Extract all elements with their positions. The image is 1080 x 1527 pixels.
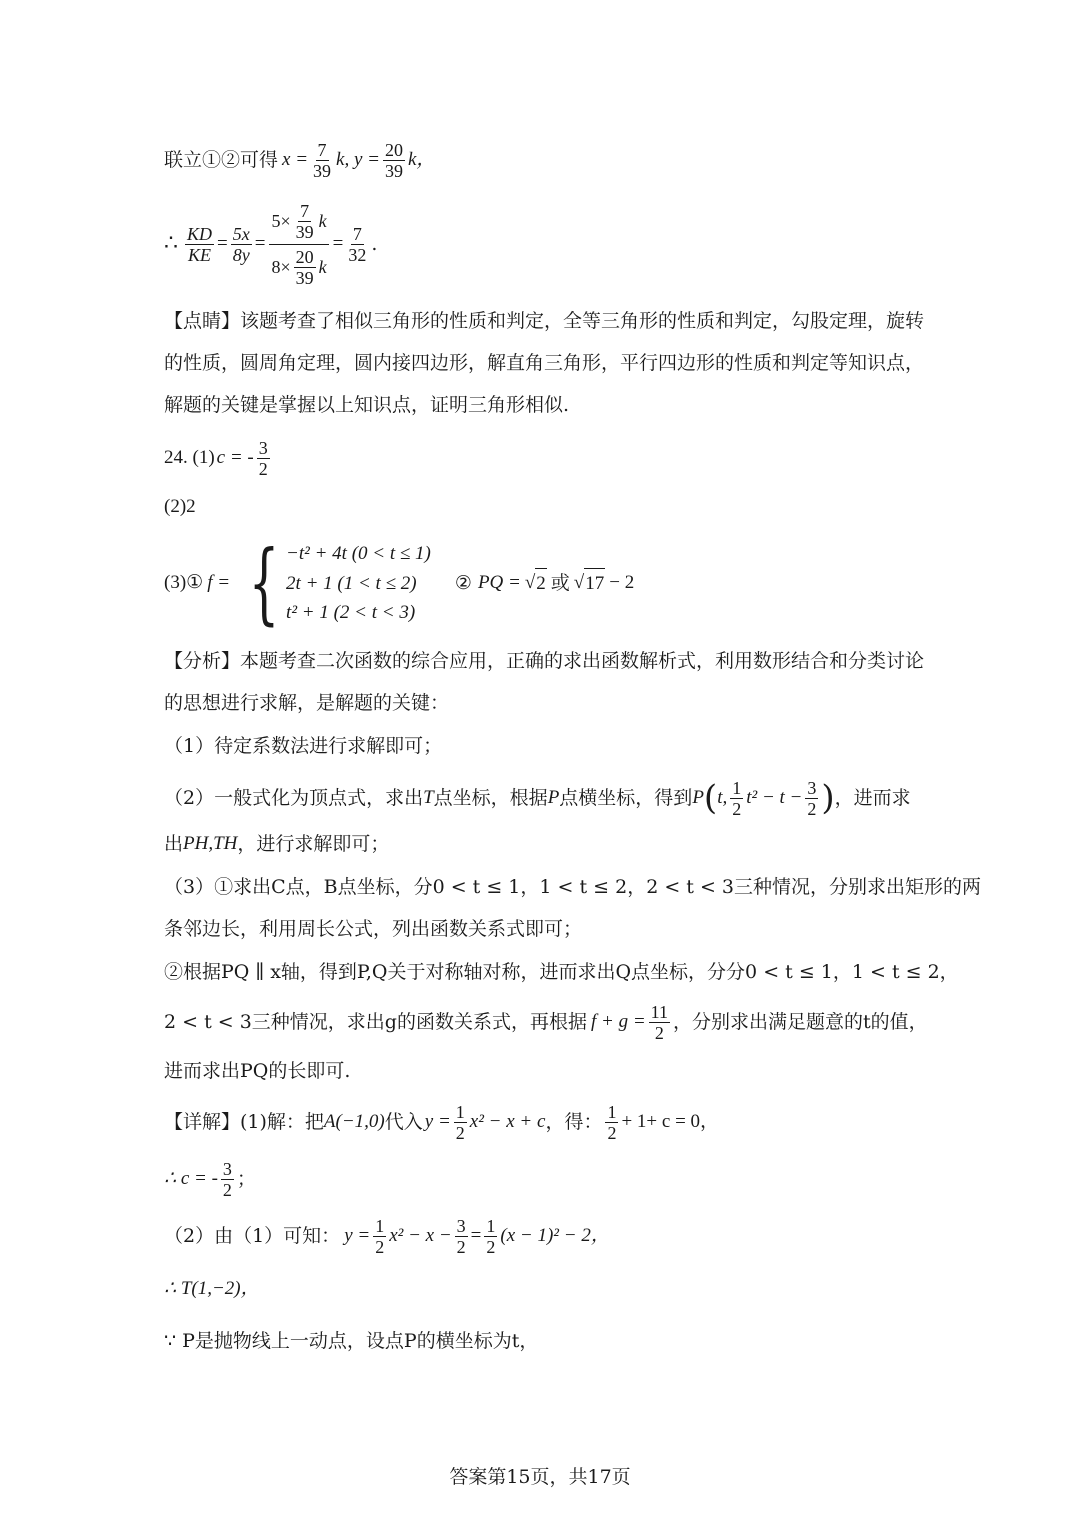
math: y = [424, 1111, 451, 1132]
fraction [221, 1159, 234, 1200]
math: f = [207, 572, 231, 593]
fenxi-text: 【分析】本题考查二次函数的综合应用，正确的求出函数解析式，利用数形结合和分类讨论 [164, 650, 925, 672]
math: k, y = [336, 149, 380, 170]
therefore-symbol: ∴ [164, 231, 178, 256]
numerator: 7 [300, 200, 310, 221]
math: c = - [216, 447, 254, 468]
text: 【详解】(1)解：把 [164, 1111, 324, 1133]
math: ∴ c = - [164, 1168, 218, 1189]
math: (x − 1)² − 2， [500, 1225, 610, 1246]
math: t² − t − [746, 787, 803, 808]
math: + 1+ c = 0， [621, 1111, 720, 1132]
page-footer: 答案第15页，共17页 [449, 1466, 631, 1488]
math: x² − x + c [469, 1111, 546, 1132]
fraction [257, 438, 270, 479]
sqrt-value: 17 [584, 568, 605, 599]
case: t² + 1 (2 < t < 3) [286, 602, 416, 623]
fraction [454, 1102, 467, 1143]
denominator: 32 [348, 244, 367, 265]
cases [286, 539, 431, 627]
fraction [185, 224, 214, 265]
text: 2 < t < 3三种情况，求出g的函数关系式，再根据 [164, 1011, 587, 1033]
fraction [605, 1102, 618, 1143]
numerator: 3 [807, 777, 817, 798]
numerator: 7 [352, 223, 362, 244]
dianjing-text: 的性质，圆周角定理，圆内接四边形，解直角三角形，平行四边形的性质和判定等知识点， [164, 352, 925, 374]
xiangjie-line3 [164, 1212, 930, 1260]
fraction [805, 778, 818, 819]
denominator: 2 [732, 798, 742, 819]
fraction [231, 224, 252, 265]
case: −t² + 4t (0 < t ≤ 1) [286, 543, 431, 564]
fenxi-text: 进而求出PQ的长即可. [164, 1060, 351, 1082]
math: PH,TH [183, 833, 238, 854]
xiangjie-line1 [164, 1098, 930, 1146]
equals: = [470, 1225, 482, 1246]
denominator: 2 [455, 1122, 465, 1143]
fenxi-line9 [164, 998, 930, 1046]
fenxi-text: （1）待定系数法进行求解即可； [164, 735, 443, 757]
math: 8× [271, 257, 291, 277]
text: 出 [164, 833, 184, 855]
question-24-part3: (3)① f = { −t² + 4t (0 < t ≤ 1) 2t + 1 (1 < t ≤ 2) t² + 1 (2 < t < 3) ② PQ = √ 2 或 √ 17 − 2 [164, 531, 635, 634]
fraction [311, 140, 333, 181]
fraction [730, 778, 743, 819]
numerator: 1 [455, 1101, 465, 1122]
text: ，进而求 [834, 787, 911, 809]
fraction [294, 247, 316, 288]
fenxi-line4: （2）一般式化为顶点式，求出 T 点坐标，根据 P 点横坐标，得到 P ( t, $\frac{1}{2}$ t² − t − $\frac{3}{2}$ ) ，进而求 [164, 777, 911, 819]
numerator: 11 [650, 1001, 668, 1022]
text: ，得： [545, 1111, 603, 1133]
math: f + g = [590, 1011, 646, 1032]
question-number: 24. (1) [164, 447, 215, 468]
fenxi-text: ②根据PQ ∥ x轴，得到P,Q关于对称轴对称，进而求出Q点坐标，分分0 < t ≤ 1，1 < t ≤ 2， [164, 961, 959, 983]
dianjing-text: 解题的关键是掌握以上知识点，证明三角形相似. [164, 394, 570, 416]
numerator: KD [187, 223, 213, 244]
text: 点坐标，根据 [433, 787, 548, 809]
fenxi-text: 的思想进行求解，是解题的关键： [164, 692, 450, 714]
math: t, [717, 787, 728, 808]
fenxi-text: （3）①求出C点，B点坐标，分0 < t ≤ 1，1 < t ≤ 2，2 < t < 3三种情况，分别求出矩形的两 [164, 876, 982, 898]
text: (3)① [164, 572, 204, 593]
numerator: 1 [486, 1215, 496, 1236]
math: k， [407, 149, 436, 170]
math: PQ = [477, 572, 521, 593]
numerator: 3 [222, 1158, 232, 1179]
fraction [294, 201, 316, 242]
fraction [484, 1216, 497, 1257]
text: ② [454, 572, 472, 594]
text: ； [236, 1168, 256, 1190]
denominator: 39 [313, 160, 332, 181]
math: x = [282, 149, 309, 170]
numerator: 20 [384, 139, 403, 160]
text: 联立①②可得 [164, 149, 279, 171]
denominator: 2 [607, 1122, 617, 1143]
fraction [383, 140, 405, 181]
fraction [649, 1002, 670, 1043]
denominator [269, 245, 328, 288]
text: 或 [550, 572, 570, 594]
numerator: 3 [456, 1215, 466, 1236]
numerator: 20 [295, 246, 314, 267]
denominator: 2 [456, 1236, 466, 1257]
text: . [371, 233, 378, 255]
question-24-part2: (2)2 [164, 496, 196, 517]
text: （2）一般式化为顶点式，求出 [164, 787, 424, 809]
case: 2t + 1 (1 < t ≤ 2) [286, 572, 417, 594]
math: k [318, 211, 327, 231]
fraction [373, 1216, 386, 1257]
xiangjie-line4: ∴ T(1,−2)， [164, 1278, 260, 1299]
fenxi-line5 [164, 829, 930, 859]
text: 代入 [384, 1111, 423, 1133]
denominator: 39 [295, 221, 314, 242]
denominator: 39 [384, 160, 403, 181]
ratio-line [164, 198, 930, 290]
piecewise [236, 531, 431, 634]
numerator [269, 201, 328, 245]
brace-icon: { [248, 531, 280, 634]
equals: = [254, 233, 266, 254]
math: P [692, 787, 704, 808]
numerator: 1 [732, 777, 742, 798]
denominator: 2 [654, 1022, 664, 1043]
denominator: 2 [807, 798, 817, 819]
numerator: 1 [607, 1101, 617, 1122]
xiangjie-line2 [164, 1156, 930, 1202]
denominator: 2 [486, 1236, 496, 1257]
sqrt-value: 2 [535, 568, 547, 599]
question-24-part1 [164, 436, 930, 480]
equals: = [217, 233, 228, 254]
solve-line [164, 140, 930, 180]
dianjing-text: 【点睛】该题考查了相似三角形的性质和判定，全等三角形的性质和判定，勾股定理，旋转 [164, 310, 925, 332]
math: x² − x − [389, 1225, 452, 1246]
denominator: 8y [232, 244, 250, 265]
equals: = [332, 233, 344, 254]
math: − 2 [609, 572, 635, 593]
complex-fraction [269, 201, 328, 288]
math: y = [344, 1225, 371, 1246]
fenxi-text: 条邻边长，利用周长公式，列出函数关系式即可； [164, 918, 583, 940]
text: （2）由（1）可知： [164, 1225, 341, 1247]
denominator: 2 [258, 458, 268, 479]
math: 5× [271, 211, 291, 231]
fraction [455, 1216, 468, 1257]
fraction [346, 224, 368, 265]
numerator: 7 [317, 139, 327, 160]
numerator: 1 [375, 1215, 385, 1236]
math: A(−1,0) [323, 1111, 385, 1132]
math: P [547, 787, 560, 808]
denominator: KE [188, 244, 212, 265]
math: k [318, 257, 327, 277]
text: ，进行求解即可； [237, 833, 390, 855]
denominator: 2 [375, 1236, 385, 1257]
text: ，分别求出满足题意的t的值， [673, 1011, 928, 1033]
numerator: 3 [258, 437, 268, 458]
denominator: 2 [222, 1179, 232, 1200]
math: T [423, 787, 434, 808]
denominator: 39 [295, 267, 314, 288]
text: 点横坐标，得到 [559, 787, 693, 809]
xiangjie-line5: ∵ P是抛物线上一动点，设点P的横坐标为t， [164, 1330, 539, 1352]
numerator: 5x [232, 223, 250, 244]
